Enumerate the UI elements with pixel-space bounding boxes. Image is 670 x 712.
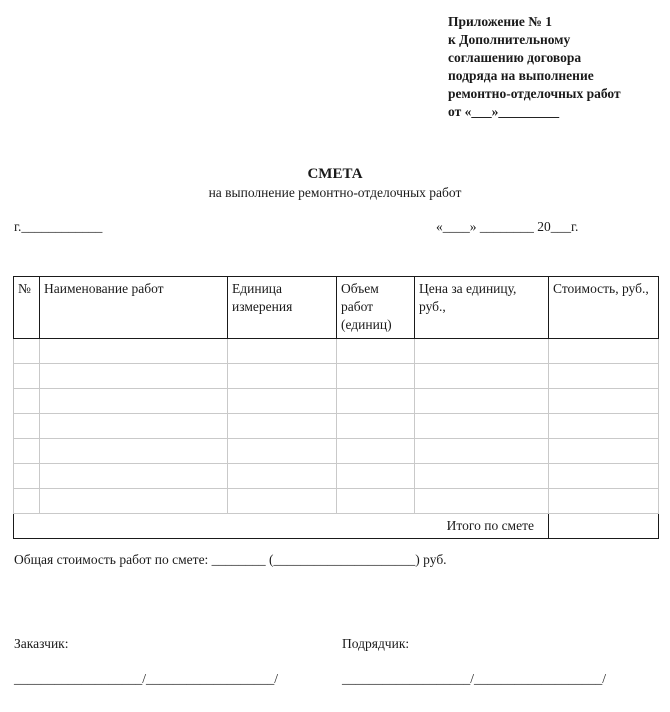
appendix-line: ремонтно-отделочных работ [448,86,621,101]
header-cost: Стоимость, руб., [549,277,659,339]
table-cell[interactable] [549,489,659,514]
table-cell[interactable] [549,389,659,414]
total-value-cell[interactable] [549,514,659,539]
table-cell[interactable] [337,339,415,364]
table-cell[interactable] [14,439,40,464]
table-cell[interactable] [40,339,228,364]
table-cell[interactable] [40,389,228,414]
table-cell[interactable] [40,364,228,389]
appendix-line: соглашению договора [448,50,582,65]
contractor-label: Подрядчик: [342,636,410,651]
table-cell[interactable] [40,439,228,464]
city-field: г.____________ [14,219,103,234]
table-row [14,439,659,464]
estimate-table [13,276,659,539]
table-cell[interactable] [415,464,549,489]
table-cell[interactable] [415,414,549,439]
date-field: «____» ________ 20___г. [436,219,579,234]
table-cell[interactable] [14,389,40,414]
total-label: Итого по смете [14,514,549,539]
document-subtitle: на выполнение ремонтно-отделочных работ [208,185,462,200]
customer-signature-line: ___________________/___________________/ [14,671,279,686]
table-row [14,389,659,414]
table-cell[interactable] [415,364,549,389]
document-title: СМЕТА [307,166,363,182]
table-cell[interactable] [415,489,549,514]
header-name: Наименование работ [40,277,228,339]
total-cost-line: Общая стоимость работ по смете: ________ (_____________________) руб. [14,552,447,567]
appendix-line: Приложение № 1 [448,14,552,29]
table-cell[interactable] [228,364,337,389]
appendix-block [448,13,666,121]
table-cell[interactable] [337,414,415,439]
table-cell[interactable] [337,439,415,464]
customer-label: Заказчик: [14,636,69,651]
table-cell[interactable] [228,464,337,489]
table-cell[interactable] [228,489,337,514]
table-cell[interactable] [549,464,659,489]
table-cell[interactable] [40,464,228,489]
total-row [14,514,659,539]
table-cell[interactable] [549,339,659,364]
table-row [14,489,659,514]
table-cell[interactable] [14,464,40,489]
table-cell[interactable] [549,364,659,389]
table-cell[interactable] [337,389,415,414]
appendix-line: от «___»_________ [448,104,560,119]
table-cell[interactable] [549,439,659,464]
table-row [14,364,659,389]
header-unit: Единица измерения [228,277,337,339]
table-cell[interactable] [549,414,659,439]
table-row [14,464,659,489]
appendix-line: к Дополнительному [448,32,571,47]
header-price: Цена за единицу, руб., [415,277,549,339]
contractor-signature-line: ___________________/___________________/ [342,671,607,686]
table-cell[interactable] [14,489,40,514]
table-cell[interactable] [337,489,415,514]
table-cell[interactable] [337,464,415,489]
table-cell[interactable] [228,339,337,364]
table-cell[interactable] [415,389,549,414]
table-cell[interactable] [337,364,415,389]
header-volume: Объем работ (единиц) [337,277,415,339]
table-cell[interactable] [228,414,337,439]
table-cell[interactable] [14,364,40,389]
table-cell[interactable] [228,389,337,414]
table-row [14,414,659,439]
table-cell[interactable] [40,414,228,439]
table-cell[interactable] [228,439,337,464]
table-cell[interactable] [40,489,228,514]
appendix-line: подряда на выполнение [448,68,594,83]
table-cell[interactable] [415,439,549,464]
table-header-row [14,277,659,339]
table-cell[interactable] [415,339,549,364]
table-cell[interactable] [14,339,40,364]
table-row [14,339,659,364]
header-num: № [14,277,40,339]
table-cell[interactable] [14,414,40,439]
